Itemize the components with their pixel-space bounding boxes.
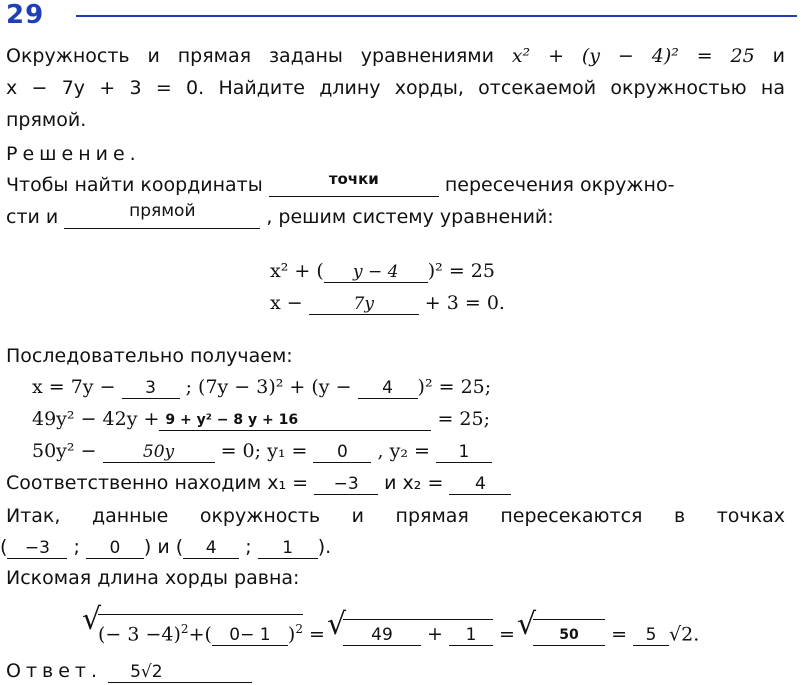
- answer-text: 0: [337, 442, 348, 462]
- eq-text: (− 3 −4): [98, 623, 181, 646]
- answer-text: 4: [205, 538, 217, 558]
- header-rule: [76, 15, 797, 17]
- answer-text: 1: [282, 538, 294, 558]
- sequential-label: Последовательно получаем:: [6, 345, 293, 367]
- eq-text: ): [287, 623, 296, 646]
- radical: [86, 614, 303, 646]
- blank-field[interactable]: [64, 201, 260, 229]
- eq-text: , y₂ =: [377, 440, 430, 462]
- blank-field[interactable]: [436, 438, 492, 463]
- answer-text: 50y: [142, 442, 175, 462]
- intro-text: сти и: [6, 206, 59, 228]
- eq-text: 49y² − 42y +: [32, 408, 160, 430]
- blank-field[interactable]: [258, 534, 318, 559]
- answer-text: √ 49: [371, 625, 393, 646]
- blank-field[interactable]: [358, 374, 418, 399]
- problem-number: 29: [6, 0, 45, 30]
- answer-text: 0− 1: [229, 625, 271, 646]
- eq-text: =: [309, 623, 325, 646]
- blank-field[interactable]: [212, 623, 288, 646]
- eq-text: x² + (: [270, 260, 324, 282]
- chord-calculation: [86, 614, 699, 646]
- answer-text: 5√2: [130, 662, 163, 682]
- answer-row: [6, 658, 252, 683]
- answer-text: y − 4: [353, 262, 399, 282]
- answer-text: 1: [458, 442, 470, 462]
- eq-text: .: [693, 623, 700, 646]
- punct: ).: [317, 536, 332, 558]
- punct: ;: [245, 536, 252, 558]
- blank-field[interactable]: [633, 621, 669, 646]
- intro-text: Чтобы найти координаты: [6, 174, 263, 196]
- answer-text: 9 + y² − 8 y + 16: [165, 412, 299, 428]
- eq-text: √2: [669, 623, 694, 646]
- answer-text: 0: [109, 538, 121, 558]
- blank-field[interactable]: [122, 374, 180, 399]
- answer-text: 7y: [353, 294, 374, 314]
- answer-label: Ответ.: [6, 660, 103, 682]
- find-x-text: и x₂ =: [384, 472, 444, 494]
- answer-text: 1: [465, 625, 477, 646]
- exponent: 2: [180, 622, 189, 636]
- blank-field[interactable]: [449, 470, 511, 495]
- radical: [331, 619, 493, 646]
- answer-text: 3: [145, 378, 156, 398]
- blank-field[interactable]: [309, 290, 419, 315]
- answer-text: −3: [24, 538, 50, 558]
- punct: ;: [73, 536, 80, 558]
- statement-text: и: [754, 45, 785, 67]
- eq-text: +(: [188, 623, 212, 646]
- answer-field[interactable]: [108, 658, 252, 683]
- find-x-row: [6, 470, 511, 495]
- intro-line-2: [6, 201, 785, 229]
- eq-text: )² = 25;: [417, 376, 492, 398]
- blank-field[interactable]: [314, 470, 378, 495]
- chord-label: Искомая длина хорды равна:: [6, 567, 300, 589]
- answer-text: 5: [645, 625, 657, 646]
- find-x-text: Соответственно находим x₁ =: [6, 472, 309, 494]
- eq-text: + 3 = 0.: [424, 292, 505, 314]
- answer-text: 4: [475, 474, 486, 494]
- circle-equation: x² + (y − 4)² = 25: [511, 45, 755, 67]
- blank-field[interactable]: [533, 623, 605, 646]
- answer-text: точки: [328, 170, 379, 188]
- blank-field[interactable]: [324, 258, 428, 283]
- intersect-points: [0, 534, 331, 559]
- blank-field[interactable]: [449, 623, 493, 646]
- sequential-row-2: [32, 406, 490, 431]
- radical: [521, 619, 605, 646]
- statement-line-2: x − 7y + 3 = 0. Найдите длину хорды, отсекаемой окружностью на: [6, 77, 785, 99]
- answer-text: −3: [333, 474, 359, 494]
- intro-line-1: [6, 172, 785, 197]
- system-eq-1: [270, 258, 495, 283]
- eq-text: x = 7y −: [32, 376, 116, 398]
- eq-text: 50y² −: [32, 440, 97, 462]
- eq-text: =: [499, 623, 515, 646]
- blank-field[interactable]: [86, 534, 144, 559]
- eq-text: ; (7y − 3)² + (y −: [185, 376, 352, 398]
- intro-text: , решим систему уравнений:: [266, 206, 554, 228]
- intro-text: пересечения окружно-: [444, 174, 675, 196]
- blank-field[interactable]: [7, 534, 67, 559]
- statement-line-3: прямой.: [6, 109, 87, 131]
- punct: ) и (: [143, 536, 184, 558]
- blank-field[interactable]: [103, 438, 215, 463]
- answer-text: 4: [382, 378, 393, 398]
- punct: (: [0, 536, 8, 558]
- blank-field[interactable]: [343, 623, 421, 646]
- blank-field[interactable]: [313, 438, 371, 463]
- solution-label: Решение.: [6, 143, 141, 165]
- eq-text: =: [611, 623, 627, 646]
- exponent: 2: [295, 622, 303, 636]
- sequential-row-3: [32, 438, 492, 463]
- blank-field[interactable]: [159, 406, 431, 431]
- blank-field[interactable]: [183, 534, 239, 559]
- eq-text: )² = 25: [427, 260, 495, 282]
- answer-text: √ 50: [559, 627, 579, 644]
- answer-text: прямой: [129, 201, 196, 221]
- eq-text: x −: [270, 292, 303, 314]
- statement-text: Окружность и прямая заданы уравнениями: [6, 45, 512, 67]
- statement-line-1: [6, 44, 785, 68]
- intersect-line: Итак, данные окружность и прямая пересекаются в точках: [6, 505, 785, 527]
- system-eq-2: [270, 290, 505, 315]
- eq-text: = 25;: [437, 408, 490, 430]
- sequential-row-1: [32, 374, 491, 399]
- eq-text: +: [427, 623, 443, 646]
- eq-text: = 0; y₁ =: [220, 440, 308, 462]
- blank-field[interactable]: [269, 172, 439, 197]
